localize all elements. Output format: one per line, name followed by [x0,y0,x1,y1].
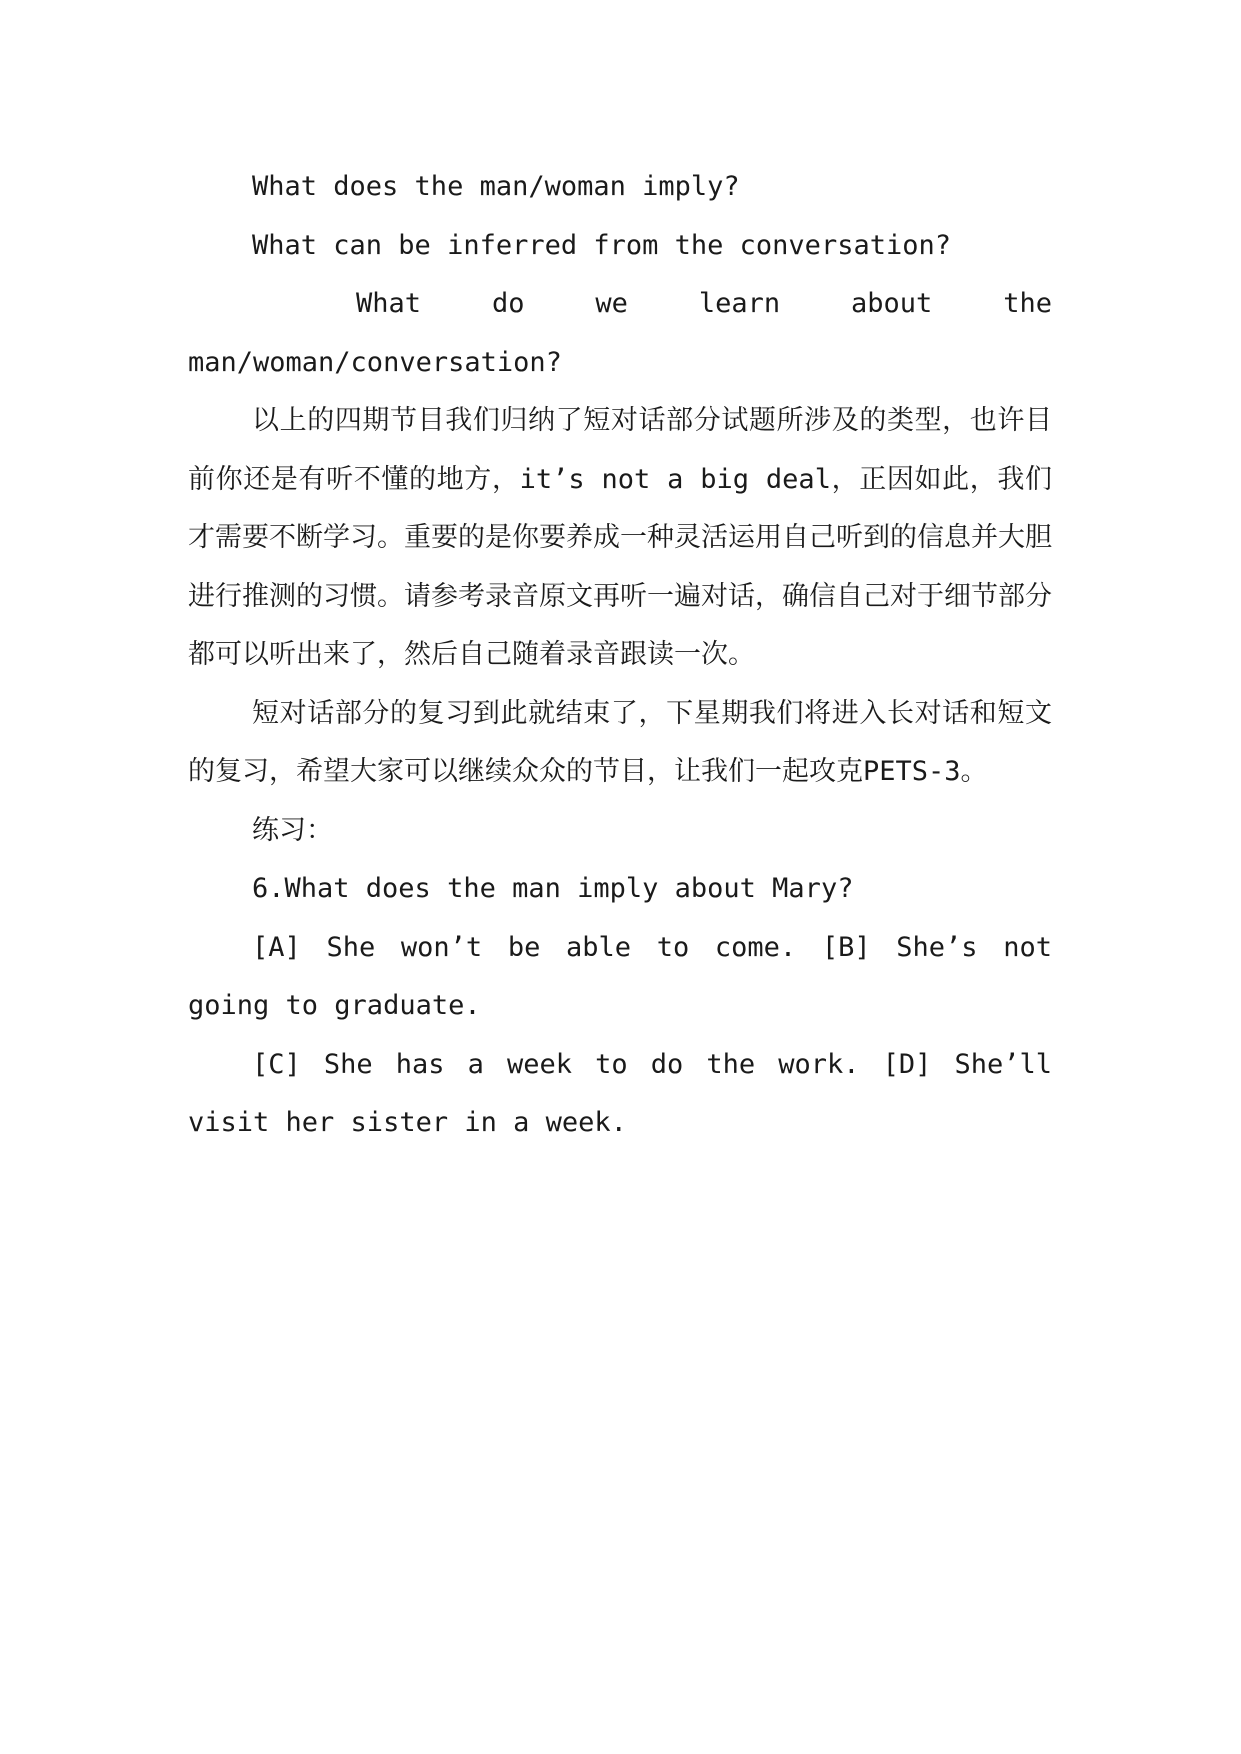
exercise-question: 6.What does the man imply about Mary? [252,873,854,904]
exercise-options-ab: [A] She won’t be able to come. [B] She’s not going to graduate. [188,931,1052,1021]
summary-paragraph: 以上的四期节目我们归纳了短对话部分试题所涉及的类型，也许目前你还是有听不懂的地方，it’s not a big deal，正因如此，我们才需要不断学习。重要的是你要养成一种灵活运用自己听到的信息并大胆进行推测的习惯。请参考录音原文再听一遍对话，确信自己对于细节部分都可以听出来了，然后自己随着录音跟读一次。 [188,405,1052,670]
question-pattern-inferred: What can be inferred from the conversation? [252,229,951,261]
question-pattern-imply: What does the man/woman imply? [252,171,740,202]
exercise-options-cd: [C] She has a week to do the work. [D] She’ll visit her sister in a week. [188,1048,1052,1138]
exercise-heading: 练习： [252,814,333,846]
question-pattern-learn: What do we learn about the man/woman/conversation? [188,288,1052,378]
document-body [188,158,1052,1153]
closing-paragraph: 短对话部分的复习到此就结束了，下星期我们将进入长对话和短文的复习，希望大家可以继续众众的节目，让我们一起攻克PETS-3。 [188,697,1052,787]
